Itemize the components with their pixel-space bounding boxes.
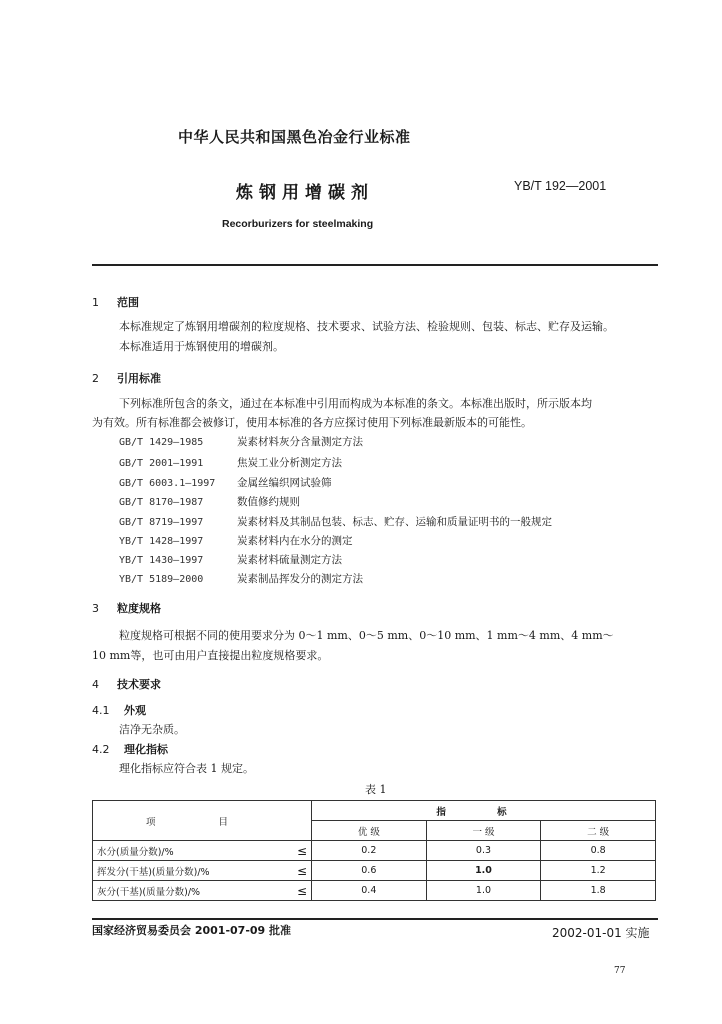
section-2-para-line-2: 为有效。所有标准都会被修订，使用本标准的各方应探讨使用下列标准最新版本的可能性。 <box>92 416 532 429</box>
reference-item: GB/T 8719—1997 炭素材料及其制品包装、标志、贮存、运输和质量证明书的一般规定 <box>119 516 552 528</box>
row-label: 挥发分(干基)(质量分数)/% ≤ <box>93 861 312 881</box>
section-3-para-line-2: 10 mm等，也可由用户直接提出粒度规格要求。 <box>92 649 329 662</box>
section-4-2-para: 理化指标应符合表 1 规定。 <box>119 762 254 775</box>
reference-item: YB/T 1430—1997 炭素材料硫量测定方法 <box>119 554 342 566</box>
reference-item: GB/T 2001—1991 焦炭工业分析测定方法 <box>119 457 342 469</box>
cell-value: 0.6 <box>312 861 427 881</box>
implementation-date: 2002-01-01 实施 <box>552 926 650 940</box>
section-2-heading: 2 引用标准 <box>92 372 161 385</box>
section-4-1-para: 洁净无杂质。 <box>119 723 185 736</box>
header-rule <box>92 264 658 266</box>
table-row <box>93 861 656 881</box>
section-4-heading: 4 技术要求 <box>92 678 161 691</box>
section-3-heading: 3 粒度规格 <box>92 602 161 615</box>
reference-item: GB/T 1429—1985 炭素材料灰分含量测定方法 <box>119 436 363 448</box>
reference-item: YB/T 5189—2000 炭素制品挥发分的测定方法 <box>119 573 363 585</box>
grade-header: 一 级 <box>426 821 541 841</box>
reference-item: YB/T 1428—1997 炭素材料内在水分的测定 <box>119 535 353 547</box>
section-3-para-line-1: 粒度规格可根据不同的使用要求分为 0～1 mm、0～5 mm、0～10 mm、1 mm～4 mm、4 mm～ <box>119 629 614 642</box>
grade-header: 优 级 <box>312 821 427 841</box>
standard-code: YB/T 192—2001 <box>514 179 607 193</box>
item-header: 项 目 <box>93 801 312 841</box>
cell-value: 1.0 <box>426 861 541 881</box>
row-label: 灰分(干基)(质量分数)/% ≤ <box>93 881 312 901</box>
issued-by: 国家经济贸易委员会 2001-07-09 批准 <box>92 924 292 937</box>
table-row <box>93 841 656 861</box>
document-title: 炼钢用增碳剂 <box>236 183 374 203</box>
section-4-2-heading: 4.2 理化指标 <box>92 743 168 756</box>
section-1-para-2: 本标准适用于炼钢使用的增碳剂。 <box>119 340 284 353</box>
section-2-para-line-1: 下列标准所包含的条文，通过在本标准中引用而构成为本标准的条文。本标准出版时，所示版本均 <box>119 397 592 410</box>
english-subtitle: Recorburizers for steelmaking <box>222 218 374 230</box>
reference-item: GB/T 8170—1987 数值修约规则 <box>119 496 300 508</box>
table-row <box>93 881 656 901</box>
row-label: 水分(质量分数)/% ≤ <box>93 841 312 861</box>
cell-value: 1.0 <box>426 881 541 901</box>
reference-item: GB/T 6003.1—1997 金属丝编织网试验筛 <box>119 477 332 489</box>
cell-value: 0.2 <box>312 841 427 861</box>
table-caption: 表 1 <box>365 783 387 796</box>
table-header-row <box>93 801 656 821</box>
cell-value: 0.8 <box>541 841 656 861</box>
footer-rule <box>92 918 658 920</box>
cell-value: 0.3 <box>426 841 541 861</box>
cell-value: 1.2 <box>541 861 656 881</box>
standard-category-header: 中华人民共和国黑色冶金行业标准 <box>178 128 411 146</box>
section-1-para-1: 本标准规定了炼钢用增碳剂的粒度规格、技术要求、试验方法、检验规则、包装、标志、贮存及运输。 <box>119 320 614 333</box>
section-4-1-heading: 4.1 外观 <box>92 704 146 717</box>
cell-value: 0.4 <box>312 881 427 901</box>
grade-header: 二 级 <box>541 821 656 841</box>
indicator-header: 指 标 <box>312 801 656 821</box>
cell-value: 1.8 <box>541 881 656 901</box>
section-1-heading: 1 范围 <box>92 296 139 309</box>
specification-table <box>92 800 656 901</box>
page-number: 77 <box>614 966 626 976</box>
